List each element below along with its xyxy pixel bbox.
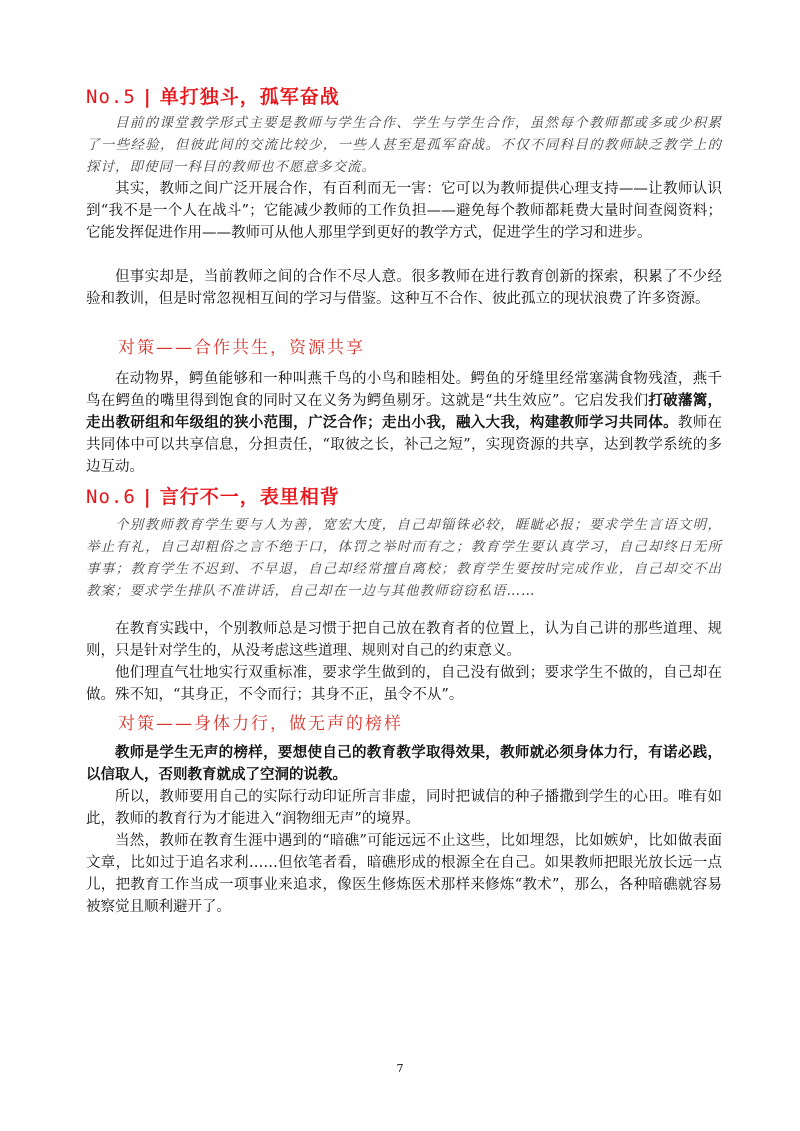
paragraph [86,368,722,478]
paragraph: 他们理直气壮地实行双重标准，要求学生做到的，自己没有做到；要求学生不做的，自己却在做。殊不知，“其身正，不令而行；其身不正，虽令不从”。 [86,665,722,703]
section-title: 言行不一，表里相背 [159,486,340,508]
text-run: 在动物界，鳄鱼能够和一种叫燕千鸟的小鸟和睦相处。鳄鱼的牙缝里经常塞满食物残渣，燕千鸟在鳄鱼的嘴里得到饱食的同时又在义务为鳄鱼剔牙。这就是“共生效应”。它启发我们 [86,371,722,409]
paragraph: 当然，教师在教育生涯中遇到的“暗礁”可能远远不止这些，比如埋怨，比如嫉妒，比如做表面文章，比如过于追名求利……但依笔者看，暗礁形成的根源全在自己。如果教师把眼光放长远一点儿，把教育工作当成一项事业来追求，像医生修炼医术那样来修炼“教术”，那么，各种暗礁就容易被察觉且顺利避开了。 [86,833,722,915]
paragraph: 个别教师教育学生要与人为善，宽宏大度，自己却锱铢必较，睚眦必报；要求学生言语文明，举止有礼，自己却粗俗之言不绝于口，体罚之举时而有之；教育学生要认真学习，自己却终日无所事事；教育学生不迟到、不早退，自己却经常擅自离校；教育学生要按时完成作业，自己却交不出教案；要求学生排队不准讲话，自己却在一边与其他教师窃窃私语…… [86,517,722,599]
paragraph: 教师是学生无声的榜样，要想使自己的教育教学取得效果，教师就必须身体力行，有诺必践，以信取人，否则教育就成了空洞的说教。 [86,744,722,783]
bold-text-run: 打破藩篱，走出教研组和年级组的狭小范围，广泛合作；走出小我，融入大我，构建教师学习共同体。 [86,392,723,431]
heading-divider: | [143,486,152,508]
paragraph: 所以，教师要用自己的实际行动印证所言非虚，同时把诚信的种子播撒到学生的心田。唯有如此，教师的教育行为才能进入“润物细无声”的境界。 [86,789,722,827]
paragraph: 其实，教师之间广泛开展合作，有百利而无一害：它可以为教师提供心理支持——让教师认识到“我不是一个人在战斗”；它能减少教师的工作负担——避免每个教师都耗费大量时间查阅资料；它能发挥促进作用——教师可从他人那里学到更好的教学方式，促进学生的学习和进步。 [86,181,722,241]
section-number: No.6 [86,486,136,508]
paragraph: 但事实却是，当前教师之间的合作不尽人意。很多教师在进行教育创新的探索，积累了不少经验和教训，但是时常忽视相互间的学习与借鉴。这种互不合作、彼此孤立的现状浪费了许多资源。 [86,269,722,307]
section-number: No.5 [86,86,136,108]
section-heading-5 [86,82,340,109]
heading-divider: | [143,86,152,108]
strategy-heading: 对策——合作共生，资源共享 [118,338,365,358]
paragraph: 目前的课堂教学形式主要是教师与学生合作、学生与学生合作，虽然每个教师都或多或少积累了一些经验，但彼此间的交流比较少，一些人甚至是孤军奋战。不仅不同科目的教师缺乏教学上的探讨，即使同一科目的教师也不愿意多交流。 [86,115,722,175]
paragraph: 在教育实践中，个别教师总是习惯于把自己放在教育者的位置上，认为自己讲的那些道理、规则，只是针对学生的，从没考虑这些道理、规则对自己的约束意义。 [86,621,722,659]
text-run: 教师在共同体中可以共享信息，分担责任，“取彼之长，补己之短”，实现资源的共享，达到教学系统的多边互动。 [86,415,723,475]
strategy-heading: 对策——身体力行，做无声的榜样 [118,714,403,734]
section-title: 单打独斗，孤军奋战 [159,86,340,108]
page-number: 7 [396,1062,404,1075]
section-heading-6 [86,482,340,509]
